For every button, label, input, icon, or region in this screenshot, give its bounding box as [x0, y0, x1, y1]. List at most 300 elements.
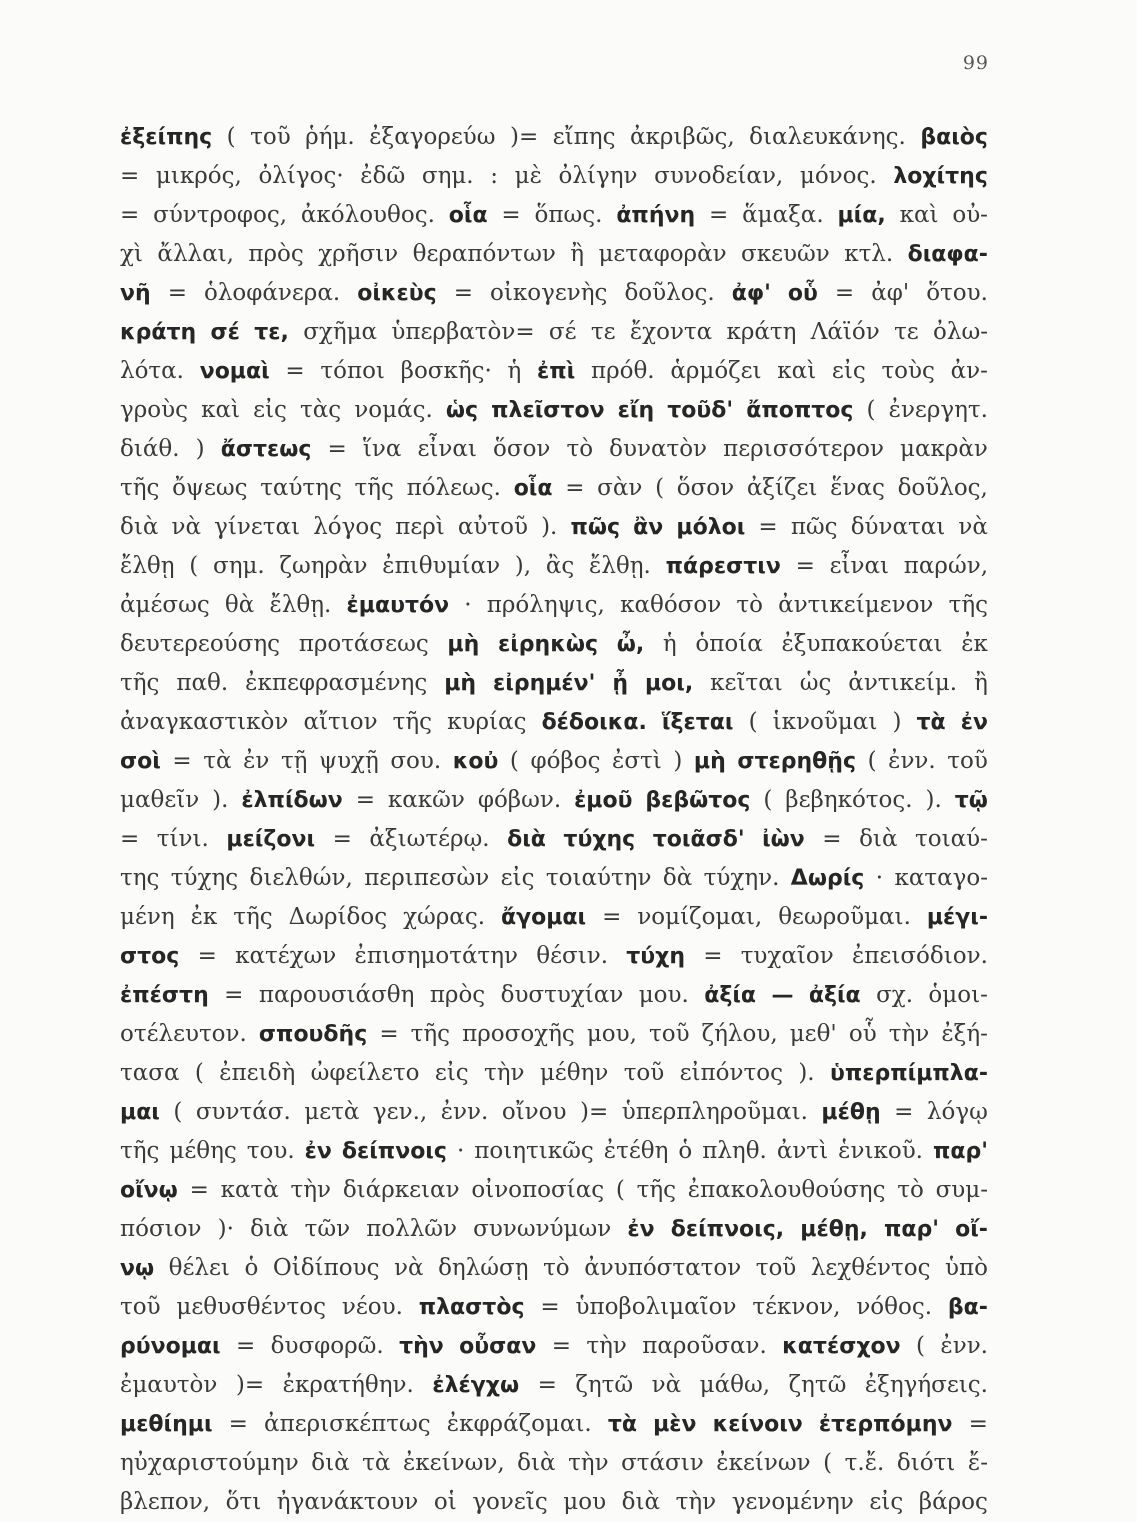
headword: τύχης — [563, 827, 636, 852]
headword: ἐπὶ — [537, 359, 576, 384]
word: οἴνου — [501, 1099, 567, 1125]
word: = — [172, 748, 192, 774]
word: = — [703, 943, 723, 969]
headword: κατέσχον — [782, 1334, 901, 1359]
headword: μαι — [120, 1100, 160, 1125]
word: μένη — [120, 904, 175, 930]
word: βεβηκότος. — [785, 787, 913, 813]
word: : — [490, 163, 498, 189]
word: τὴν — [586, 1333, 627, 1359]
headword: ἐξείπης — [120, 125, 213, 150]
word: ) — [892, 709, 902, 735]
headword: ἀπήνη — [616, 203, 696, 228]
word: ἀν- — [950, 358, 988, 384]
headword: ἂν — [633, 515, 664, 540]
word: οἰνοποσίας — [471, 1177, 605, 1203]
word: θεραπόντων — [412, 241, 556, 267]
word: ὄψεως — [172, 475, 248, 501]
word: ἐκρατήθην. — [282, 1372, 414, 1398]
word: = — [332, 826, 352, 852]
text-line — [120, 586, 988, 625]
word: μου. — [638, 982, 689, 1008]
word: θεωροῦμαι. — [778, 904, 911, 930]
word: ὅσον — [493, 436, 551, 462]
word: πῶς — [790, 514, 838, 540]
word: ζητῶ — [788, 1372, 847, 1398]
text-line — [120, 976, 988, 1015]
word: ἐπεισόδιον. — [851, 943, 988, 969]
word: δηλώσῃ — [438, 1255, 529, 1281]
word: ἅμαξα. — [742, 202, 824, 228]
headword: μέγι- — [926, 905, 988, 930]
word: λεχθέντος — [810, 1255, 931, 1281]
headword: οἴνῳ — [120, 1178, 178, 1203]
headword: μὴ — [693, 749, 726, 774]
word: = — [120, 202, 140, 228]
word: κυρίας — [447, 709, 527, 735]
word: ( — [189, 553, 199, 579]
headword: οἴ- — [955, 1217, 988, 1242]
headword: ρύνομαι — [120, 1334, 221, 1359]
headword: οὗ — [787, 281, 818, 306]
word: μου, — [586, 1021, 637, 1047]
word: μόνος. — [799, 163, 877, 189]
word: θέσιν. — [536, 943, 609, 969]
word: εἶναι — [829, 553, 890, 579]
word: ἐξυπακούεται — [781, 631, 943, 657]
word: ἠγανάκτουν — [276, 1489, 419, 1515]
word: μεθ' — [789, 1021, 837, 1047]
word: συνωνύμων — [473, 1216, 612, 1242]
word: τῆς — [120, 670, 160, 696]
word: ῥήμ. — [305, 124, 355, 150]
headword: πλεῖστον — [491, 398, 605, 423]
word: = — [795, 553, 815, 579]
word: πόλεως. — [406, 475, 501, 501]
word: = — [453, 280, 473, 306]
word: ζητῶ — [575, 1372, 634, 1398]
text-line — [120, 1405, 988, 1444]
word: τ.ἔ. — [844, 1450, 885, 1476]
glossary-text — [120, 118, 988, 1522]
word: ὅτου. — [926, 280, 988, 306]
word: εἰπόντος — [679, 1060, 783, 1086]
word: λόγῳ — [926, 1099, 988, 1125]
word: ζωηρὰν — [279, 553, 368, 579]
word: ), — [514, 553, 532, 579]
word: · — [875, 865, 884, 891]
headword: εἰρηκὼς — [497, 632, 599, 657]
text-line — [120, 742, 988, 781]
word: οὗ — [848, 1021, 877, 1047]
headword: βαιὸς — [920, 125, 988, 150]
word: διάρκειαν — [342, 1177, 460, 1203]
headword: ἐμοῦ — [574, 788, 633, 813]
word: οἰκογενὴς — [490, 280, 608, 306]
word: ( — [226, 124, 236, 150]
headword: μοι, — [644, 671, 694, 696]
word: ὁμοι- — [928, 982, 988, 1008]
word: ὁ — [244, 1255, 259, 1281]
word: ) — [673, 748, 683, 774]
word: τυχαῖον — [740, 943, 834, 969]
headword: νῳ — [120, 1256, 155, 1281]
headword: ὦ, — [616, 632, 645, 657]
word: Δωρίδος — [288, 904, 388, 930]
word: πόσιον — [120, 1216, 202, 1242]
word: τὴν — [888, 1021, 930, 1047]
text-line — [120, 274, 988, 313]
headword: τε, — [254, 320, 289, 345]
word: ἔχοντα — [629, 319, 713, 345]
text-line — [120, 313, 988, 352]
headword: Δωρίς — [790, 866, 865, 891]
word: εἴπης — [552, 124, 616, 150]
word: ἔλθῃ. — [588, 553, 651, 579]
text-line — [120, 352, 988, 391]
word: συνοδείαν, — [654, 163, 784, 189]
word: ὑπὸ — [945, 1255, 988, 1281]
word: εἰς — [500, 865, 535, 891]
word: παρουσιάσθη — [258, 982, 415, 1008]
word: εἰς — [869, 1489, 904, 1515]
word: τῆς — [120, 1138, 160, 1164]
word: = — [834, 280, 855, 306]
headword: μείζονι — [226, 827, 316, 852]
word: ἐτέθη — [603, 1138, 669, 1164]
headword: σπουδῆς — [258, 1022, 368, 1047]
word: τοιαύ- — [915, 826, 988, 852]
word: ἢ — [974, 670, 988, 696]
word: Οἰδίπους — [272, 1255, 380, 1281]
word: ( — [866, 397, 876, 423]
text-line — [120, 781, 988, 820]
headword: κράτη — [120, 320, 197, 345]
word: τοῦ — [623, 1060, 665, 1086]
word: τοὺς — [881, 358, 935, 384]
word: ἐν — [243, 748, 270, 774]
word: διὰ — [517, 1450, 556, 1476]
headword: οἷα — [513, 476, 553, 501]
word: μετὰ — [304, 1099, 360, 1125]
word: ( — [615, 1177, 625, 1203]
headword: ἐλέγχω — [432, 1373, 520, 1398]
headword: ἐτερπόμην — [818, 1412, 953, 1437]
headword: μέθῃ — [821, 1100, 881, 1125]
word: καὶ — [899, 202, 939, 228]
word: ἐπειδὴ — [219, 1060, 296, 1086]
headword: ἐμαυτόν — [346, 593, 450, 618]
word: τῆς — [392, 709, 433, 735]
headword: νῆ — [120, 281, 151, 306]
word: πρὸς — [429, 982, 486, 1008]
word: ( — [916, 1333, 925, 1359]
word: τῆς — [120, 475, 160, 501]
word: ). — [798, 1060, 815, 1086]
headword: βα- — [947, 1295, 988, 1320]
word: μαθεῖν — [120, 787, 200, 813]
word: ἀντικείμ. — [848, 670, 958, 696]
headword: μεθίημι — [120, 1412, 213, 1437]
word: )= — [235, 1372, 265, 1398]
headword: τῷ — [954, 788, 988, 813]
word: )= — [510, 124, 539, 150]
headword: πλαστὸς — [418, 1295, 525, 1320]
word: ἐμαυτὸν — [120, 1372, 218, 1398]
text-line — [120, 859, 988, 898]
word: νὰ — [651, 1372, 682, 1398]
word: ὀλίγην — [558, 163, 638, 189]
word: = — [551, 1333, 572, 1359]
word: μου — [563, 1489, 607, 1515]
word: γονεῖς — [472, 1489, 548, 1515]
headword: τοιᾶσδ' — [652, 827, 745, 852]
word: = — [968, 1411, 988, 1437]
word: σχ. — [876, 982, 914, 1008]
word: ἐπιθυμίαν — [382, 553, 501, 579]
word: = — [327, 436, 347, 462]
word: μικρός, — [155, 163, 242, 189]
word: τοῦ — [120, 1294, 161, 1320]
word: κατέχων — [235, 943, 337, 969]
headword: βεβῶτος — [645, 788, 751, 813]
headword: ὑπερπίμπλα- — [829, 1061, 988, 1086]
word: βάρος — [918, 1489, 988, 1515]
word: τοῦ — [649, 1021, 690, 1047]
word: τύχην. — [703, 865, 780, 891]
text-line — [120, 469, 988, 508]
word: διὰ — [859, 826, 898, 852]
word: τὴν — [675, 1489, 717, 1515]
headword: ἀξία — [808, 983, 861, 1008]
word: διάθ. — [120, 436, 180, 462]
word: ψυχῇ — [319, 748, 379, 774]
word: ἀμέσως — [120, 592, 210, 618]
word: διὰ — [120, 514, 159, 540]
headword: ἐπέστη — [120, 983, 209, 1008]
word: ἐπισημοτάτην — [354, 943, 519, 969]
word: τασα — [120, 1060, 180, 1086]
headword: ἄγομαι — [501, 905, 587, 930]
word: λόγος — [313, 514, 383, 540]
headword: λοχίτης — [893, 164, 988, 189]
word: συμ- — [935, 1177, 988, 1203]
headword: μέθῃ, — [800, 1217, 868, 1242]
word: σημ. — [421, 163, 474, 189]
page-number: 99 — [962, 52, 989, 74]
word: τὸ — [566, 436, 594, 462]
word: ποιητικῶς — [474, 1138, 594, 1164]
word: = — [602, 904, 622, 930]
word: νομίζομαι, — [637, 904, 763, 930]
word: ὁλοφάνερα. — [204, 280, 341, 306]
word: ὅσον — [676, 475, 735, 501]
text-line — [120, 1171, 988, 1210]
word: χὶ — [120, 241, 143, 267]
word: ἐστὶ — [612, 748, 662, 774]
word: τύχης — [170, 865, 239, 891]
word: ( — [748, 709, 758, 735]
word: σκευῶν — [741, 241, 830, 267]
word: ζήλου, — [701, 1021, 778, 1047]
word: ἵνα — [362, 436, 402, 462]
word: τὸ — [543, 1255, 570, 1281]
word: χώρας. — [403, 904, 486, 930]
headword: ἄποπτος — [746, 398, 854, 423]
word: διελθών, — [249, 865, 353, 891]
headword: τὰ — [607, 1412, 637, 1437]
headword: παρ' — [883, 1217, 939, 1242]
word: = — [167, 280, 187, 306]
word: ἐνν. — [888, 748, 936, 774]
word: δυνατὸν — [609, 436, 708, 462]
word: σέ — [548, 319, 577, 345]
word: γροὺς — [120, 397, 188, 423]
word: χρῆσιν — [318, 241, 399, 267]
headword: δέδοικα. — [541, 710, 647, 735]
word: προσοχῆς — [462, 1021, 575, 1047]
word: πρόληψις, — [486, 592, 605, 618]
headword: μόλοι — [676, 515, 746, 540]
word: ὠφείλετο — [310, 1060, 420, 1086]
headword: δείπνοις — [341, 1139, 447, 1164]
word: πληθ. — [702, 1138, 767, 1164]
text-line — [120, 703, 988, 742]
headword: κοὐ — [452, 749, 499, 774]
word: τε — [894, 319, 919, 345]
word: ὅπως. — [534, 202, 603, 228]
word: σημ. — [213, 553, 265, 579]
word: σὰν — [597, 475, 643, 501]
word: ( — [655, 475, 665, 501]
word: τε — [590, 319, 616, 345]
word: = — [197, 943, 217, 969]
text-line — [120, 937, 988, 976]
headword: οἰκεὺς — [357, 281, 437, 306]
word: τὴν — [484, 1060, 525, 1086]
word: = — [189, 1177, 209, 1203]
word: = — [537, 1372, 557, 1398]
word: αὐτοῦ — [457, 514, 528, 540]
word: ( — [509, 748, 519, 774]
text-line — [120, 1210, 988, 1249]
word: = — [540, 1294, 560, 1320]
word: νόθος. — [856, 1294, 933, 1320]
headword: διὰ — [507, 827, 546, 852]
word: = — [285, 358, 305, 384]
word: τοιαύτην — [545, 865, 652, 891]
headword: τὴν — [399, 1334, 444, 1359]
word: = — [224, 982, 244, 1008]
word: τῆς — [410, 1021, 451, 1047]
headword: τοῦδ' — [667, 398, 734, 423]
text-line — [120, 1444, 988, 1483]
word: ἔλθῃ. — [269, 592, 332, 618]
text-line — [120, 157, 988, 196]
word: δὰ — [662, 865, 693, 891]
headword: ὡς — [445, 398, 479, 423]
headword: εἰρημέν' — [493, 671, 596, 696]
headword: οἷα — [448, 203, 488, 228]
word: διότι — [896, 1450, 956, 1476]
headword: στος — [120, 944, 180, 969]
word: δυστυχίαν — [500, 982, 624, 1008]
word: ἔ- — [967, 1450, 988, 1476]
word: ἀξίζει — [746, 475, 818, 501]
word: θὰ — [224, 592, 255, 618]
word: ἀναγκαστικὸν — [120, 709, 289, 735]
word: καὶ — [201, 397, 241, 423]
word: θέλει — [168, 1255, 230, 1281]
word: οτέλευτον. — [120, 1021, 247, 1047]
word: εἰς — [434, 1060, 469, 1086]
word: δευτερεούσης — [120, 631, 281, 657]
word: ὁ — [678, 1138, 693, 1164]
text-line — [120, 664, 988, 703]
word: περισσότερον — [723, 436, 884, 462]
word: σύντροφος, — [153, 202, 288, 228]
word: κεῖται — [710, 670, 783, 696]
word: ὅτι — [225, 1489, 262, 1515]
word: ἂς — [545, 553, 575, 579]
word: = — [235, 1333, 256, 1359]
text-line — [120, 1327, 988, 1366]
word: = — [355, 787, 375, 813]
word: φόβος — [530, 748, 601, 774]
text-line — [120, 118, 988, 157]
word: τοῦ — [250, 124, 291, 150]
word: μέθης — [169, 1138, 237, 1164]
word: ἐδῶ — [360, 163, 406, 189]
headword: σέ — [210, 320, 240, 345]
word: ἀκριβῶς, — [629, 124, 735, 150]
word: συντάσ. — [195, 1099, 291, 1125]
text-line — [120, 508, 988, 547]
word: βλεπον, — [120, 1489, 211, 1515]
word: δυσφορῶ. — [270, 1333, 384, 1359]
word: τῆς — [636, 1177, 677, 1203]
headword: ἐν — [304, 1139, 332, 1164]
word: · — [456, 1138, 465, 1164]
word: ἀνυπόστατον — [584, 1255, 742, 1281]
word: γίνεται — [214, 514, 301, 540]
word: κράτη — [726, 319, 797, 345]
word: τὸ — [897, 1177, 924, 1203]
word: εἶναι — [417, 436, 477, 462]
word: = — [501, 202, 521, 228]
word: προτάσεως — [298, 631, 429, 657]
text-line — [120, 547, 988, 586]
word: ἀφ' — [871, 280, 910, 306]
headword: μὴ — [447, 632, 480, 657]
word: δύναται — [850, 514, 946, 540]
word: δοῦλος, — [897, 475, 988, 501]
word: ἐκ — [190, 904, 218, 930]
word: ἕνας — [830, 475, 885, 501]
word: ἐκφράζομαι. — [446, 1411, 592, 1437]
word: ἔλθῃ — [120, 553, 175, 579]
word: τοῦ — [755, 1255, 797, 1281]
text-line — [120, 1132, 988, 1171]
headword: σοὶ — [120, 749, 161, 774]
word: περὶ — [395, 514, 445, 540]
word: ἡ — [507, 358, 522, 384]
word: ὑποβολιμαῖον — [575, 1294, 737, 1320]
word: ἐκείνων, — [402, 1450, 505, 1476]
word: ηὐχαριστούμην — [120, 1450, 299, 1476]
word: ὡς — [799, 670, 832, 696]
word: μέθην — [539, 1060, 609, 1086]
